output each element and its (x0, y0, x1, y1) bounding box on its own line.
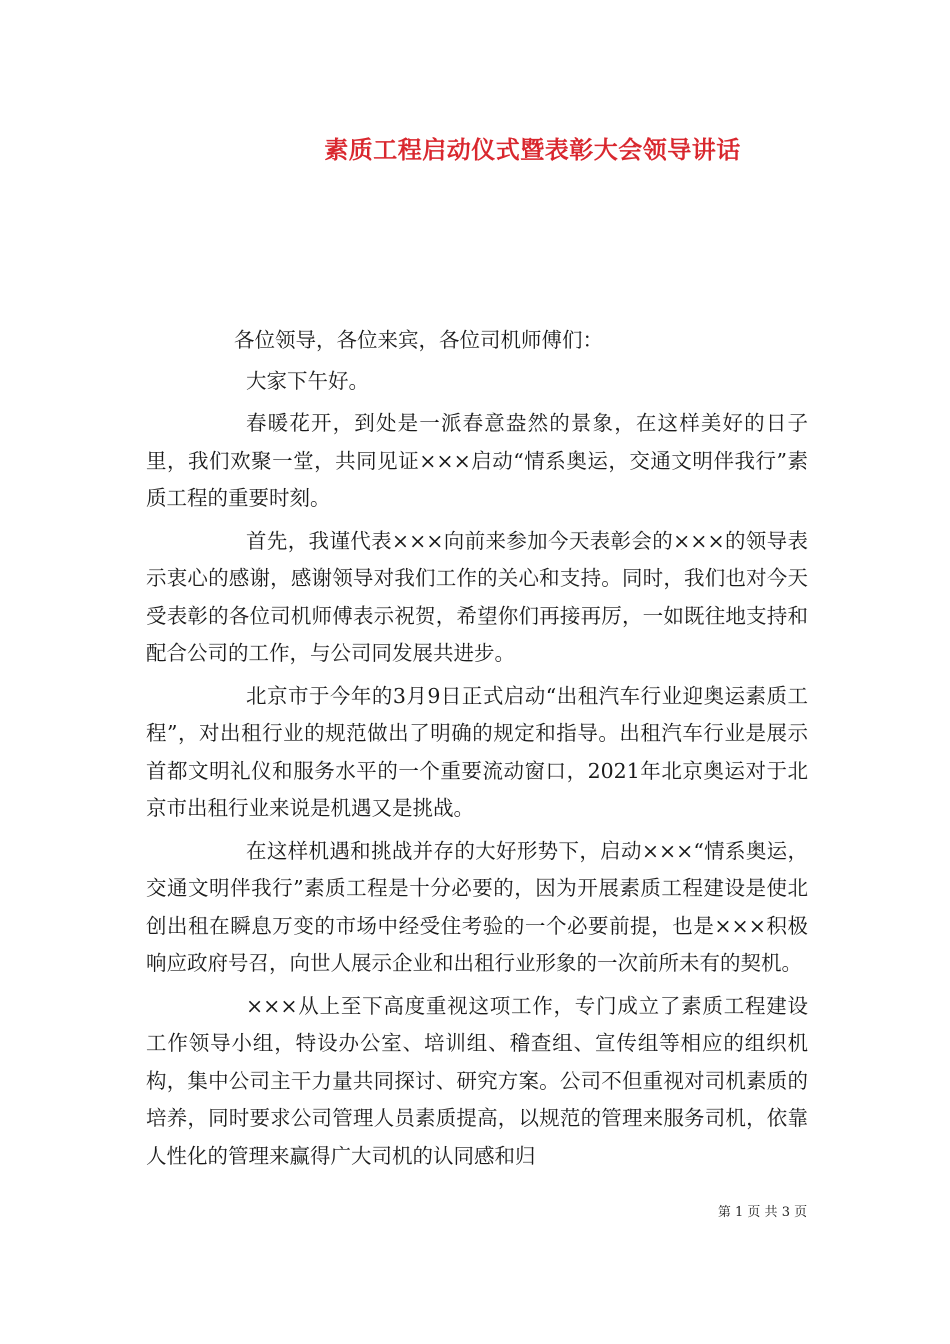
paragraph: 北京市于今年的3月9日正式启动“出租汽车行业迎奥运素质工程”，对出租行业的规范做出了明确的规定和指导。出租汽车行业是展示首都文明礼仪和服务水平的一个重要流动窗口，2021年北京奥运对于北京市出租行业来说是机遇又是挑战。 (146, 683, 808, 820)
document-title: 素质工程启动仪式暨表彰大会领导讲话 (324, 135, 741, 164)
greeting: 大家下午好。 (246, 368, 369, 393)
document-body (146, 322, 808, 1180)
page-number-footer: 第 1 页 共 3 页 (717, 1205, 808, 1220)
paragraph: 首先，我谨代表×××向前来参加今天表彰会的×××的领导表示衷心的感谢，感谢领导对我们工作的关心和支持。同时，我们也对今天受表彰的各位司机师傅表示祝贺，希望你们再接再厉，一如既往地支持和配合公司的工作，与公司同发展共进步。 (146, 528, 808, 665)
paragraph: 在这样机遇和挑战并存的大好形势下，启动×××“情系奥运，交通文明伴我行”素质工程是十分必要的，因为开展素质工程建设是使北创出租在瞬息万变的市场中经受住考验的一个必要前提，也是×××积极响应政府号召，向世人展示企业和出租行业形象的一次前所未有的契机。 (146, 838, 808, 975)
paragraph: 春暖花开，到处是一派春意盎然的景象，在这样美好的日子里，我们欢聚一堂，共同见证×××启动“情系奥运，交通文明伴我行”素质工程的重要时刻。 (146, 411, 808, 510)
salutation: 各位领导，各位来宾，各位司机师傅们： (234, 328, 603, 352)
paragraph: ×××从上至下高度重视这项工作，专门成立了素质工程建设工作领导小组，特设办公室、培训组、稽查组、宣传组等相应的组织机构，集中公司主干力量共同探讨、研究方案。公司不但重视对司机素质的培养，同时要求公司管理人员素质提高，以规范的管理来服务司机，依靠人性化的管理来赢得广大司机的认同感和归 (146, 993, 808, 1168)
